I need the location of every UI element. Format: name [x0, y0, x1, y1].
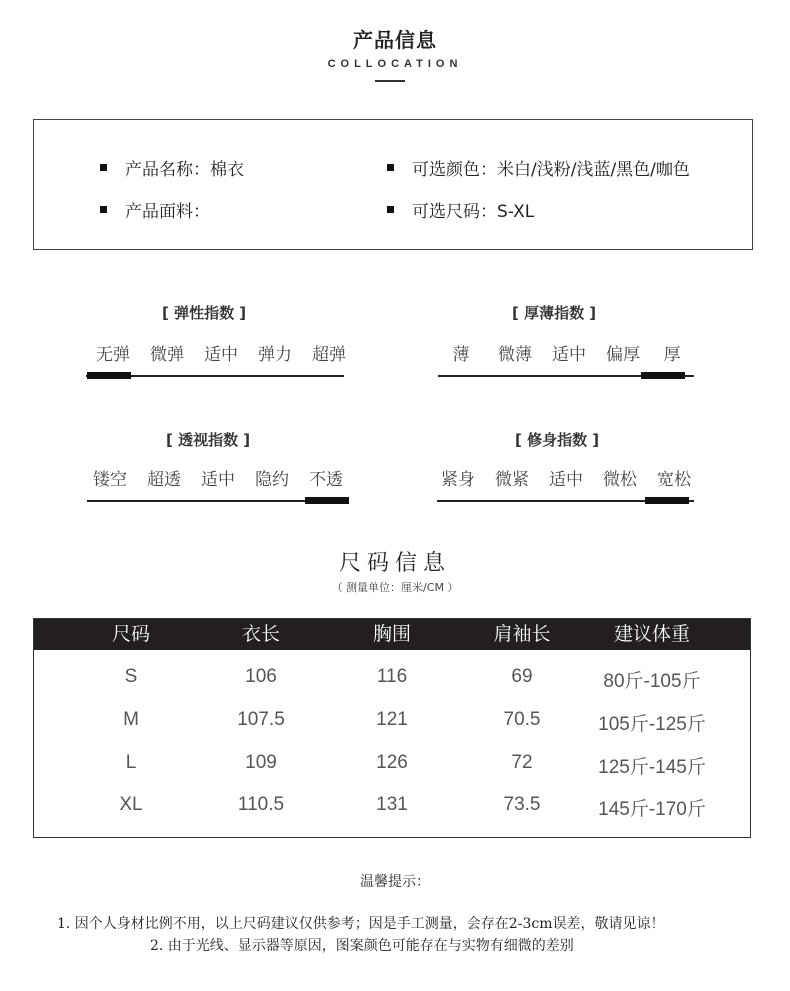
- elasticity-label: 适中: [204, 345, 238, 365]
- size-section-title: 尺码信息: [338, 551, 451, 576]
- square-bullet-icon: [387, 206, 394, 213]
- transparency-label: 适中: [201, 470, 235, 490]
- table-header-cell: 肩袖长: [493, 623, 551, 645]
- tips-title: 温馨提示：: [360, 874, 430, 890]
- tip-line-1: 1. 因个人身材比例不用，以上尺码建议仅供参考；因是手工测量，会存在2-3cm误差，敬请见谅！: [57, 916, 665, 932]
- thickness-label: 适中: [552, 345, 586, 365]
- table-cell: 131: [376, 794, 408, 815]
- fit-index-title: [ 修身指数 ]: [515, 431, 600, 449]
- info-fabric-text: 产品面料：: [125, 202, 210, 222]
- info-sizes-text: 可选尺码：S-XL: [412, 202, 535, 222]
- info-product-name-text: 产品名称：棉衣: [125, 160, 244, 180]
- thickness-label: 微薄: [498, 345, 532, 365]
- fit-label: 微紧: [495, 470, 529, 490]
- table-cell: 73.5: [503, 794, 541, 815]
- table-header-cell: 建议体重: [613, 623, 690, 645]
- page-title: 产品信息: [353, 28, 437, 52]
- table-cell: 70.5: [503, 709, 541, 730]
- fit-label: 微松: [603, 470, 637, 490]
- size-table: [33, 618, 751, 838]
- fit-label: 适中: [549, 470, 583, 490]
- elasticity-label: 弹力: [258, 345, 292, 365]
- thickness-label: 薄: [452, 345, 470, 365]
- transparency-index-title: [ 透视指数 ]: [166, 431, 251, 449]
- elasticity-selected-marker: [87, 372, 131, 379]
- table-cell: S: [124, 666, 138, 687]
- table-cell: M: [123, 709, 139, 730]
- transparency-index-labels: [83, 465, 353, 490]
- size-table-header: [34, 619, 750, 650]
- table-cell: 126: [376, 752, 408, 773]
- page-subtitle: COLLOCATION: [327, 58, 463, 70]
- transparency-label: 隐约: [255, 470, 289, 490]
- thickness-selected-marker: [641, 372, 685, 379]
- tip-line-2: 2. 由于光线、显示器等原因，图案颜色可能存在与实物有细微的差别: [150, 938, 574, 954]
- square-bullet-icon: [100, 164, 107, 171]
- elasticity-label: 微弹: [150, 345, 184, 365]
- thickness-label: 厚: [663, 345, 681, 365]
- thickness-label: 偏厚: [606, 345, 640, 365]
- table-cell: 116: [376, 666, 408, 687]
- info-colors: [387, 155, 690, 180]
- info-colors-text: 可选颜色：米白/浅粉/浅蓝/黑色/咖色: [412, 160, 690, 180]
- product-info-box: [33, 119, 753, 250]
- elasticity-index-labels: [86, 340, 356, 365]
- fit-selected-marker: [645, 497, 689, 504]
- info-sizes: [387, 197, 534, 222]
- info-fabric: [100, 197, 210, 222]
- table-cell: 80斤-105斤: [603, 671, 701, 692]
- table-cell: 121: [376, 709, 408, 730]
- table-header-cell: 尺码: [111, 623, 150, 645]
- table-cell: 110.5: [237, 794, 285, 815]
- transparency-label: 超透: [147, 470, 181, 490]
- size-measure-unit: （ 测量单位：厘米/CM ）: [331, 581, 459, 594]
- fit-index-labels: [431, 465, 701, 490]
- table-cell: 107.5: [237, 709, 285, 730]
- thickness-index-labels: [434, 340, 704, 365]
- fit-label: 宽松: [657, 470, 691, 490]
- table-cell: 125斤-145斤: [598, 757, 706, 778]
- elasticity-label: 无弹: [96, 345, 130, 365]
- table-cell: 72: [511, 752, 533, 773]
- thickness-index-title: [ 厚薄指数 ]: [512, 304, 597, 322]
- transparency-label: 镂空: [93, 470, 127, 490]
- table-header-cell: 衣长: [241, 623, 280, 645]
- table-cell: 109: [245, 752, 277, 773]
- elasticity-index-title: [ 弹性指数 ]: [162, 304, 247, 322]
- elasticity-label: 超弹: [312, 345, 346, 365]
- transparency-label: 不透: [309, 470, 343, 490]
- table-cell: 105斤-125斤: [598, 714, 706, 735]
- title-divider: [375, 80, 405, 82]
- transparency-selected-marker: [305, 497, 349, 504]
- table-cell: 145斤-170斤: [598, 799, 706, 820]
- table-cell: L: [125, 752, 137, 773]
- square-bullet-icon: [100, 206, 107, 213]
- table-cell: XL: [119, 794, 143, 815]
- table-cell: 69: [511, 666, 533, 687]
- table-cell: 106: [245, 666, 277, 687]
- info-product-name: [100, 155, 244, 180]
- square-bullet-icon: [387, 164, 394, 171]
- table-header-cell: 胸围: [372, 623, 411, 645]
- fit-label: 紧身: [441, 470, 475, 490]
